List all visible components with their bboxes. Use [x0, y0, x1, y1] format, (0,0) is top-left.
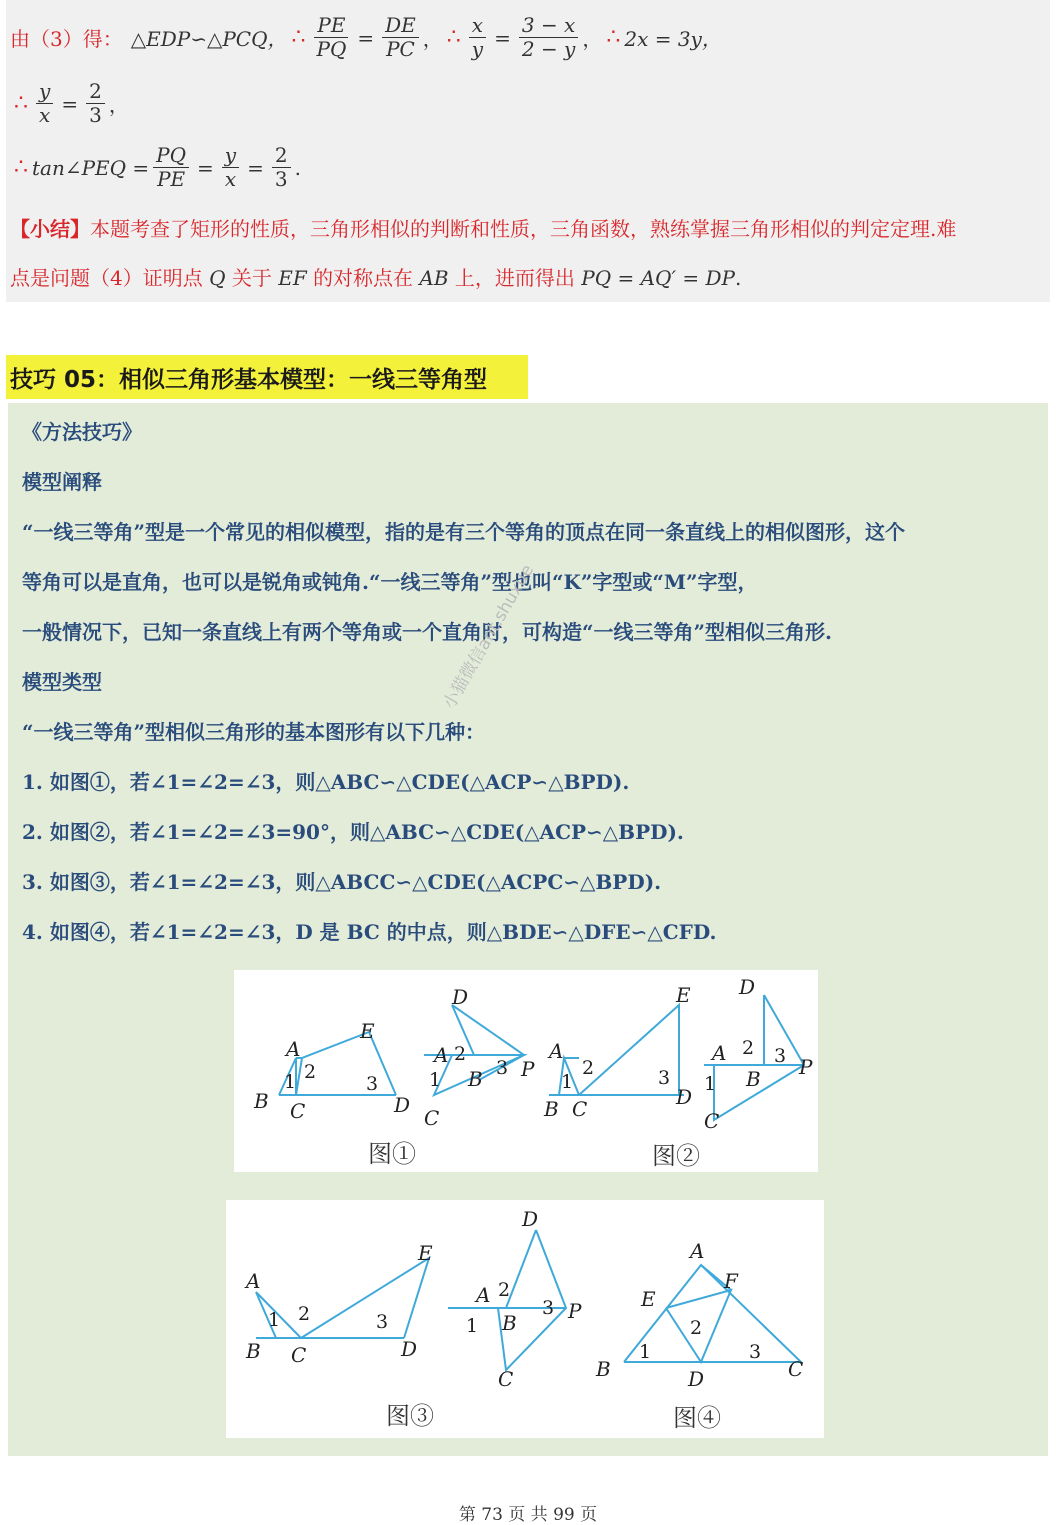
- fraction-3x-2y: $\frac{3 - x}{2 - y}$: [519, 14, 579, 61]
- svg-text:A: A: [549, 1039, 564, 1063]
- svg-text:2: 2: [298, 1303, 311, 1325]
- therefore-symbol: ∴: [291, 25, 306, 50]
- section-heading: 技巧 05：相似三角形基本模型：一线三等角型: [6, 355, 528, 399]
- summary-line-2: 点是问题（4）证明点 Q 关于 EF 的对称点在 AB 上，进而得出 PQ = AQ′ = DP.: [10, 266, 742, 290]
- svg-text:E: E: [676, 983, 691, 1007]
- svg-text:C: C: [572, 1097, 588, 1121]
- svg-text:D: D: [688, 1367, 705, 1391]
- svg-text:3: 3: [376, 1311, 389, 1333]
- tan-expression: tan∠PEQ =: [32, 155, 150, 180]
- svg-text:2: 2: [498, 1279, 511, 1301]
- figures-1-2-diagram: [234, 970, 818, 1172]
- svg-text:A: A: [286, 1037, 301, 1061]
- svg-text:C: C: [424, 1106, 440, 1130]
- svg-text:B: B: [544, 1097, 559, 1121]
- fraction-x-y: $\frac{x}{y}$: [469, 14, 486, 61]
- svg-text:1: 1: [704, 1073, 717, 1095]
- model-type-item-3: 3. 如图③，若∠1=∠2=∠3，则△ABCC∽△CDE(△ACPC∽△BPD).: [22, 870, 662, 894]
- summary-line-1: 【小结】本题考查了矩形的性质，三角形相似的判断和性质，三角函数，熟练掌握三角形相似的判定定理.难: [10, 217, 957, 241]
- fraction-pe-pq: $\frac{PE}{PQ}$: [314, 14, 350, 61]
- explanation-paragraph-2: 等角可以是直角，也可以是锐角或钝角.“一线三等角”型也叫“K”字型或“M”字型，: [22, 570, 758, 594]
- svg-text:D: D: [401, 1337, 418, 1361]
- line1-prefix: 由（3）得：: [10, 27, 123, 51]
- model-types-intro: “一线三等角”型相似三角形的基本图形有以下几种：: [22, 720, 486, 744]
- caption-fig-4: 图④: [673, 1404, 721, 1432]
- svg-text:2: 2: [454, 1043, 467, 1065]
- fraction-2-3: $\frac{2}{3}$: [86, 80, 105, 127]
- page-number: 第 73 页 共 99 页: [458, 1505, 598, 1525]
- svg-text:A: A: [476, 1283, 491, 1307]
- method-title: 《方法技巧》: [22, 420, 142, 444]
- model-type-item-1: 1. 如图①，若∠1=∠2=∠3，则△ABC∽△CDE(△ACP∽△BPD).: [22, 770, 630, 794]
- watermark-text: 小猫微信ant.shuxue: [439, 561, 539, 713]
- fraction-de-pc: $\frac{DE}{PC}$: [382, 14, 419, 61]
- svg-text:1: 1: [284, 1071, 297, 1093]
- explanation-paragraph-1: “一线三等角”型是一个常见的相似模型，指的是有三个等角的顶点在同一条直线上的相似图形，这个: [22, 520, 906, 544]
- summary-tag: 【小结】: [10, 217, 90, 241]
- svg-text:E: E: [360, 1019, 375, 1043]
- explanation-paragraph-3: 一般情况下，已知一条直线上有两个等角或一个直角时，可构造“一线三等角”型相似三角形.: [22, 620, 832, 644]
- svg-text:C: C: [290, 1099, 306, 1123]
- svg-text:A: A: [246, 1269, 261, 1293]
- solution-line-3: ∴ tan∠PEQ = $\frac{PQ}{PE}$ = $\frac{y}{x}$ = $\frac{2}{3}$ .: [14, 143, 301, 191]
- svg-text:P: P: [568, 1299, 582, 1323]
- svg-text:D: D: [452, 985, 469, 1009]
- svg-text:3: 3: [542, 1297, 555, 1319]
- equation-2x-3y: 2x = 3y，: [624, 27, 722, 51]
- model-types-heading: 模型类型: [22, 670, 102, 694]
- svg-text:E: E: [418, 1241, 433, 1265]
- solution-line-2: ∴ $\frac{y}{x}$ = $\frac{2}{3}$ ，: [14, 79, 129, 127]
- model-explanation-heading: 模型阐释: [22, 470, 102, 494]
- svg-text:P: P: [799, 1055, 813, 1079]
- solution-line-1: 由（3）得： △EDP∽△PCQ， ∴ $\frac{PE}{PQ}$ = $\frac{DE}{PC}$ ， ∴ $\frac{x}{y}$ = $\frac{3 - x}{2 - y}$ ， ∴ 2x = 3y，: [10, 13, 722, 61]
- fraction-y-x: $\frac{y}{x}$: [36, 80, 53, 127]
- svg-text:1: 1: [429, 1069, 442, 1091]
- similar-statement: △EDP∽△PCQ，: [130, 27, 288, 51]
- figure-panel-bottom: [226, 1200, 824, 1438]
- svg-text:A: A: [434, 1043, 449, 1067]
- svg-text:1: 1: [268, 1309, 281, 1331]
- caption-fig-2: 图②: [652, 1142, 700, 1170]
- svg-text:P: P: [521, 1057, 535, 1081]
- svg-text:3: 3: [749, 1341, 762, 1363]
- svg-text:2: 2: [690, 1317, 703, 1339]
- svg-text:E: E: [641, 1287, 656, 1311]
- svg-text:C: C: [788, 1357, 804, 1381]
- model-type-item-4: 4. 如图④，若∠1=∠2=∠3，D 是 BC 的中点，则△BDE∽△DFE∽△CFD.: [22, 920, 717, 944]
- svg-text:B: B: [246, 1339, 261, 1363]
- svg-text:D: D: [394, 1093, 411, 1117]
- svg-text:B: B: [468, 1067, 483, 1091]
- svg-text:D: D: [739, 975, 756, 999]
- svg-text:A: A: [712, 1041, 727, 1065]
- figure-panel-top: [234, 970, 818, 1172]
- svg-text:C: C: [704, 1109, 720, 1133]
- label-B: B: [254, 1089, 269, 1113]
- svg-text:B: B: [502, 1311, 517, 1335]
- svg-text:1: 1: [466, 1315, 479, 1337]
- caption-fig-1: 图①: [368, 1140, 416, 1168]
- svg-text:1: 1: [639, 1341, 652, 1363]
- svg-text:D: D: [676, 1085, 693, 1109]
- svg-text:3: 3: [496, 1057, 509, 1079]
- svg-text:B: B: [596, 1357, 611, 1381]
- svg-text:2: 2: [304, 1061, 317, 1083]
- svg-text:B: B: [746, 1067, 761, 1091]
- svg-text:1: 1: [561, 1071, 574, 1093]
- svg-text:D: D: [522, 1207, 539, 1231]
- svg-text:3: 3: [658, 1067, 671, 1089]
- svg-text:3: 3: [366, 1073, 379, 1095]
- caption-fig-3: 图③: [386, 1402, 434, 1430]
- svg-text:F: F: [724, 1269, 738, 1293]
- svg-text:2: 2: [742, 1037, 755, 1059]
- svg-text:3: 3: [774, 1045, 787, 1067]
- figures-3-4-diagram: [226, 1200, 824, 1438]
- model-type-item-2: 2. 如图②，若∠1=∠2=∠3=90°，则△ABC∽△CDE(△ACP∽△BPD).: [22, 820, 684, 844]
- svg-text:C: C: [498, 1367, 514, 1391]
- svg-text:2: 2: [582, 1057, 595, 1079]
- svg-text:A: A: [690, 1239, 705, 1263]
- svg-text:C: C: [291, 1343, 307, 1367]
